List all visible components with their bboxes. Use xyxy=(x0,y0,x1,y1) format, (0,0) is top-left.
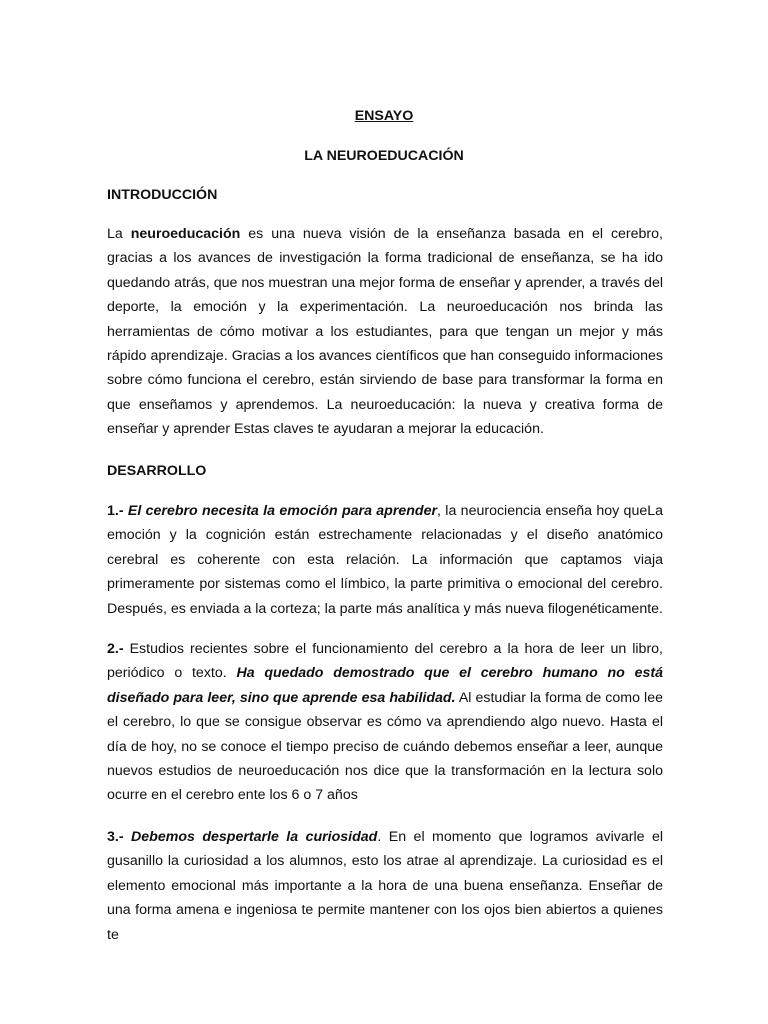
intro-body: es una nueva visión de la enseñanza basada en el cerebro, gracias a los avances de investigación la forma tradicional de enseñanza, se ha ido quedando atrás, que nos muestran una mejor forma de enseñar y aprender, a través del deporte, la emoción y la experimentación. La neuroeducación nos brinda las herramientas de cómo motivar a los estudiantes, para que tengan un mejor y más rápido aprendizaje. Gracias a los avances científicos que han conseguido informaciones sobre cómo funciona el cerebro, están sirviendo de base para transformar la forma en que enseñamos y aprendemos. La neuroeducación: la nueva y creativa forma de enseñar y aprender Estas claves te ayudaran a mejorar la educación. xyxy=(107,226,663,438)
point-1-highlight: El cerebro necesita la emoción para aprender xyxy=(127,503,438,519)
point-3-number: 3.- xyxy=(107,829,132,845)
point-2-body-a: Estudios recientes sobre el funcionamiento del cerebro a la hora de leer un libro, periódico o texto. xyxy=(107,641,663,682)
intro-lead: La xyxy=(107,226,131,242)
point-2-highlight: Ha quedado demostrado que el cerebro humano no está diseñado para leer, sino que aprende esa habilidad. xyxy=(107,665,663,706)
document-subtitle: LA NEUROEDUCACIÓN xyxy=(304,148,464,164)
intro-term: neuroeducación xyxy=(130,226,241,242)
point-2-body-b: Al estudiar la forma de como lee el cerebro, lo que se consigue observar es cómo va aprendiendo algo nuevo. Hasta el día de hoy, no se conoce el tiempo preciso de cuándo debemos enseñar a leer, aunque nuevos estudios de neuroeducación nos dice que la transformación en la lectura solo ocurre en el cerebro ente los 6 o 7 años xyxy=(107,689,663,804)
intro-heading: INTRODUCCIÓN xyxy=(107,187,218,203)
point-1-paragraph xyxy=(107,499,663,621)
development-heading: DESARROLLO xyxy=(107,463,207,479)
point-3-paragraph xyxy=(107,825,663,947)
point-1-body: , la neurociencia enseña hoy queLa emoción y la cognición están estrechamente relacionadas y el diseño anatómico cerebral es coherente con esta relación. La información que captamos viaja primeramente por sistemas como el límbico, la parte primitiva o emocional del cerebro. Después, es enviada a la corteza; la parte más analítica y más nueva filogenéticamente. xyxy=(107,503,664,617)
document-title: ENSAYO xyxy=(354,108,414,124)
point-2-number: 2.- xyxy=(107,641,130,657)
point-2-paragraph xyxy=(107,637,663,808)
point-3-highlight: Debemos despertarle la curiosidad xyxy=(131,829,378,845)
point-1-number: 1.- xyxy=(107,503,128,519)
intro-paragraph xyxy=(107,222,663,442)
point-3-body: . En el momento que logramos avivarle el gusanillo la curiosidad a los alumnos, esto los atrae al aprendizaje. La curiosidad es el elemento emocional más importante a la hora de una buena enseñanza. Enseñar de una forma amena e ingeniosa te permite mantener con los ojos bien abiertos a quienes te xyxy=(107,829,663,943)
